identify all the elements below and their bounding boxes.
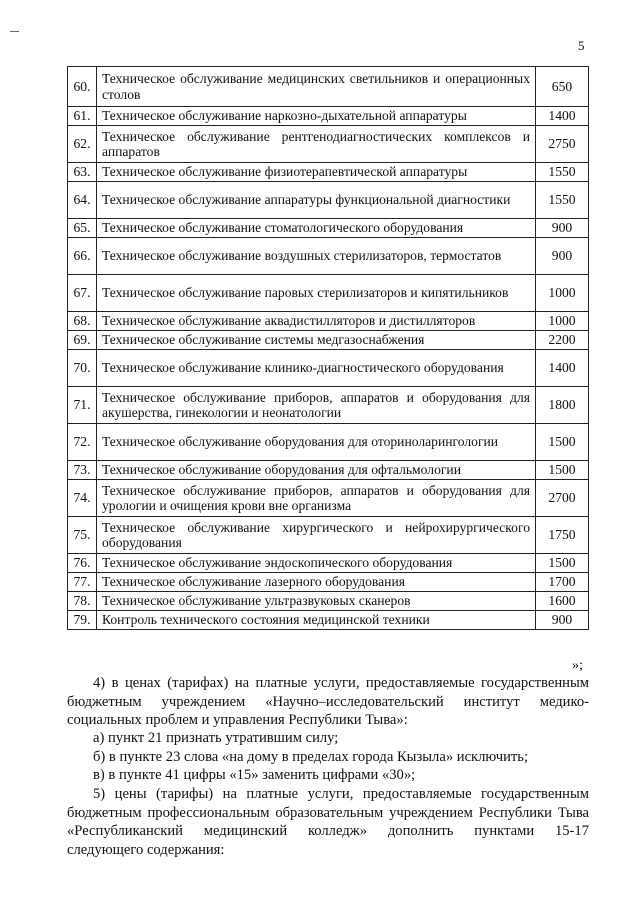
service-price: 2200 — [536, 331, 589, 350]
table-row — [68, 238, 589, 275]
row-number: 66. — [68, 238, 97, 275]
service-price: 1600 — [536, 592, 589, 611]
sub-item-c: в) в пункте 41 цифры «15» заменить цифрами «30»; — [93, 767, 416, 783]
sub-item-b: б) в пункте 23 слова «на дому в пределах города Кызыла» исключить; — [93, 748, 529, 765]
service-name: Техническое обслуживание наркозно-дыхательной аппаратуры — [97, 107, 536, 126]
service-name: Техническое обслуживание системы медгазоснабжения — [97, 331, 536, 350]
paragraph-line: бюджетным учреждением «Научно–исследовательский институт медико- — [67, 693, 589, 710]
service-name: Техническое обслуживание приборов, аппаратов и оборудования для урологии и очищения крови вне организма — [97, 480, 536, 517]
row-number: 68. — [68, 312, 97, 331]
service-name: Техническое обслуживание приборов, аппаратов и оборудования для акушерства, гинекологии и неонатологии — [97, 387, 536, 424]
service-price: 1000 — [536, 312, 589, 331]
sub-item-a: а) пункт 21 признать утратившим силу; — [93, 730, 339, 746]
service-price: 1550 — [536, 182, 589, 219]
service-name: Техническое обслуживание рентгенодиагностических комплексов и аппаратов — [97, 126, 536, 163]
service-name: Техническое обслуживание ультразвуковых сканеров — [97, 592, 536, 611]
service-price: 1800 — [536, 387, 589, 424]
row-number: 69. — [68, 331, 97, 350]
service-price: 650 — [536, 67, 589, 107]
service-name: Контроль технического состояния медицинской техники — [97, 611, 536, 630]
row-number: 63. — [68, 163, 97, 182]
row-number: 71. — [68, 387, 97, 424]
table-row — [68, 573, 589, 592]
row-number: 70. — [68, 350, 97, 387]
service-price: 1500 — [536, 461, 589, 480]
table-body — [68, 67, 589, 630]
paragraph-line: бюджетным профессиональным образовательным учреждением Республики Тыва — [67, 804, 589, 821]
paragraph-line: «Республиканский медицинский колледж» дополнить пунктами 15-17 — [67, 823, 589, 839]
service-name: Техническое обслуживание физиотерапевтической аппаратуры — [97, 163, 536, 182]
service-name: Техническое обслуживание оборудования для оториноларингологии — [97, 424, 536, 461]
service-name: Техническое обслуживание аквадистилляторов и дистилляторов — [97, 312, 536, 331]
paragraph-line: 4) в ценах (тарифах) на платные услуги, предоставляемые государственным — [93, 675, 589, 691]
row-number: 73. — [68, 461, 97, 480]
service-price: 900 — [536, 611, 589, 630]
paragraph-line: следующего содержания: — [67, 841, 225, 858]
service-price: 1550 — [536, 163, 589, 182]
table-row — [68, 219, 589, 238]
paragraph-item-4 — [67, 674, 589, 730]
row-number: 78. — [68, 592, 97, 611]
service-name: Техническое обслуживание хирургического и нейрохирургического оборудования — [97, 517, 536, 554]
service-price: 1500 — [536, 424, 589, 461]
row-number: 77. — [68, 573, 97, 592]
table-row — [68, 387, 589, 424]
table-row — [68, 312, 589, 331]
row-number: 76. — [68, 554, 97, 573]
service-price: 1500 — [536, 554, 589, 573]
row-number: 79. — [68, 611, 97, 630]
sub-item-list — [67, 729, 589, 785]
table-row — [68, 592, 589, 611]
table-row — [68, 611, 589, 630]
service-name: Техническое обслуживание аппаратуры функциональной диагностики — [97, 182, 536, 219]
table-row — [68, 275, 589, 312]
service-name: Техническое обслуживание эндоскопического оборудования — [97, 554, 536, 573]
table-row — [68, 350, 589, 387]
paragraph-line: 5) цены (тарифы) на платные услуги, предоставляемые государственным — [93, 786, 589, 802]
scan-edge-mark — [10, 31, 19, 32]
service-name: Техническое обслуживание лазерного оборудования — [97, 573, 536, 592]
table-row — [68, 517, 589, 554]
service-name: Техническое обслуживание стоматологического оборудования — [97, 219, 536, 238]
row-number: 62. — [68, 126, 97, 163]
service-price: 1400 — [536, 350, 589, 387]
service-name: Техническое обслуживание медицинских светильников и операционных столов — [97, 67, 536, 107]
row-number: 72. — [68, 424, 97, 461]
service-name: Техническое обслуживание клинико-диагностического оборудования — [97, 350, 536, 387]
row-number: 64. — [68, 182, 97, 219]
row-number: 74. — [68, 480, 97, 517]
paragraph-item-5 — [67, 785, 589, 859]
table-row — [68, 67, 589, 107]
table-row — [68, 107, 589, 126]
service-price: 1000 — [536, 275, 589, 312]
page-number: 5 — [578, 38, 585, 53]
row-number: 65. — [68, 219, 97, 238]
service-name: Техническое обслуживание паровых стерилизаторов и кипятильников — [97, 275, 536, 312]
closing-quote-mark: »; — [572, 658, 583, 673]
service-price: 900 — [536, 219, 589, 238]
service-price: 1750 — [536, 517, 589, 554]
service-price: 1700 — [536, 573, 589, 592]
row-number: 60. — [68, 67, 97, 107]
services-price-table — [67, 66, 589, 630]
table-row — [68, 480, 589, 517]
service-name: Техническое обслуживание оборудования для офтальмологии — [97, 461, 536, 480]
service-price: 2700 — [536, 480, 589, 517]
row-number: 75. — [68, 517, 97, 554]
row-number: 61. — [68, 107, 97, 126]
service-name: Техническое обслуживание воздушных стерилизаторов, термостатов — [97, 238, 536, 275]
service-price: 2750 — [536, 126, 589, 163]
row-number: 67. — [68, 275, 97, 312]
table-row — [68, 163, 589, 182]
table-row — [68, 461, 589, 480]
table-row — [68, 182, 589, 219]
service-price: 1400 — [536, 107, 589, 126]
table-row — [68, 126, 589, 163]
table-row — [68, 554, 589, 573]
table-row — [68, 424, 589, 461]
paragraph-line: социальных проблем и управления Республики Тыва»: — [67, 712, 408, 728]
service-price: 900 — [536, 238, 589, 275]
table-row — [68, 331, 589, 350]
